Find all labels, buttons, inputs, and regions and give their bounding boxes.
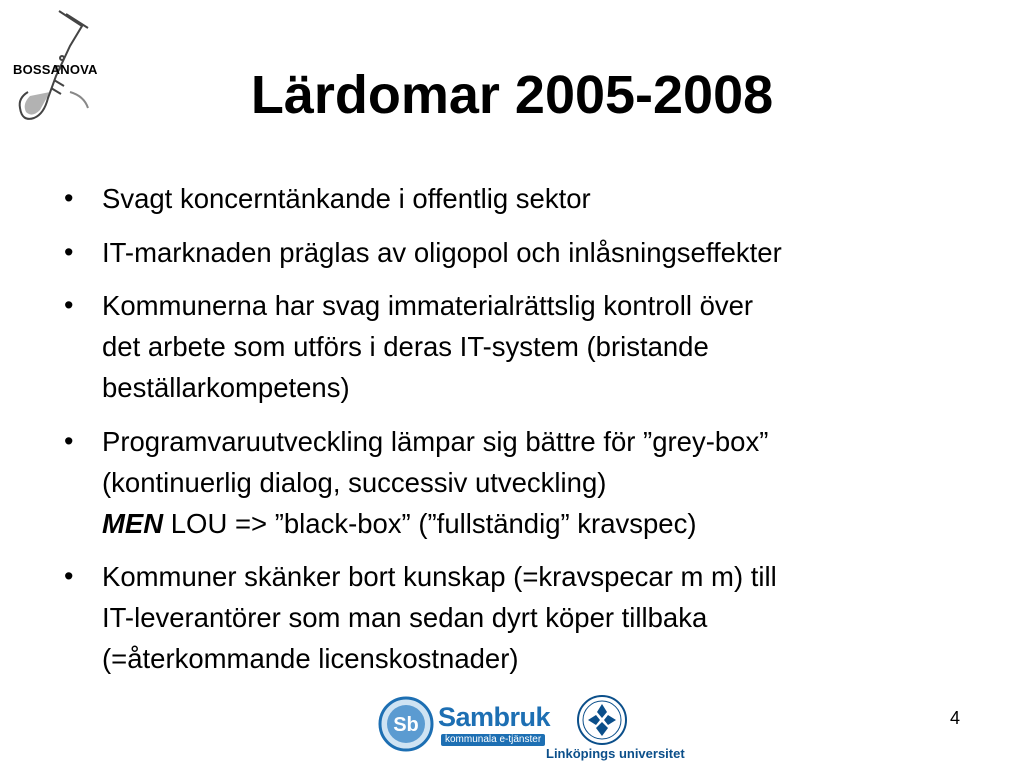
sambruk-icon-text: Sb (393, 714, 419, 736)
bullet-text: beställarkompetens) (102, 372, 350, 403)
bullet-text: (kontinuerlig dialog, successiv utveckling) (102, 466, 607, 498)
bullet-dot: • (64, 561, 74, 591)
bullet-item (60, 556, 990, 679)
footer-logos (378, 694, 685, 766)
bullet-text: Svagt koncerntänkande i offentlig sektor (102, 183, 591, 214)
bullet-dot: • (64, 236, 74, 267)
sambruk-tagline: kommunala e-tjänster (441, 734, 545, 746)
bullet-item (60, 178, 990, 219)
emphasis-men: MEN (102, 507, 164, 539)
bullet-text: det arbete som utförs i deras IT-system (bristande (102, 331, 709, 362)
bullet-text: (=återkommande licenskostnader) (102, 643, 519, 674)
liu-logo-text: Linköpings universitet (546, 746, 685, 761)
bossanova-logo-text: BOSSANOVA (13, 62, 98, 77)
bullet-item (60, 421, 990, 544)
sambruk-logo-icon (378, 696, 434, 752)
bullet-text: Programvaruutveckling lämpar sig bättre för ”grey-box” (102, 425, 769, 457)
liu-emblem-icon (574, 694, 630, 748)
bullet-dot: • (64, 425, 74, 456)
bullet-text: Kommunerna har svag immaterialrättslig kontroll över (102, 290, 754, 321)
bullet-dot: • (64, 183, 74, 213)
slide-title: Lärdomar 2005-2008 (250, 65, 774, 125)
bullet-dot: • (64, 290, 74, 320)
bullet-list (60, 178, 990, 692)
sambruk-logo-text: Sambruk (438, 702, 551, 732)
bullet-item (60, 285, 990, 408)
bullet-text: Kommuner skänker bort kunskap (=kravspecar m m) till (102, 561, 777, 592)
bullet-text: IT-marknaden präglas av oligopol och inlåsningseffekter (102, 236, 782, 268)
bullet-text: LOU => ”black-box” (”fullständig” kravspec) (163, 507, 697, 539)
bullet-text-emphasis-line (102, 503, 990, 544)
slide-number: 4 (950, 708, 961, 728)
bullet-item (60, 232, 990, 273)
bullet-text: IT-leverantörer som man sedan dyrt köper tillbaka (102, 602, 708, 633)
